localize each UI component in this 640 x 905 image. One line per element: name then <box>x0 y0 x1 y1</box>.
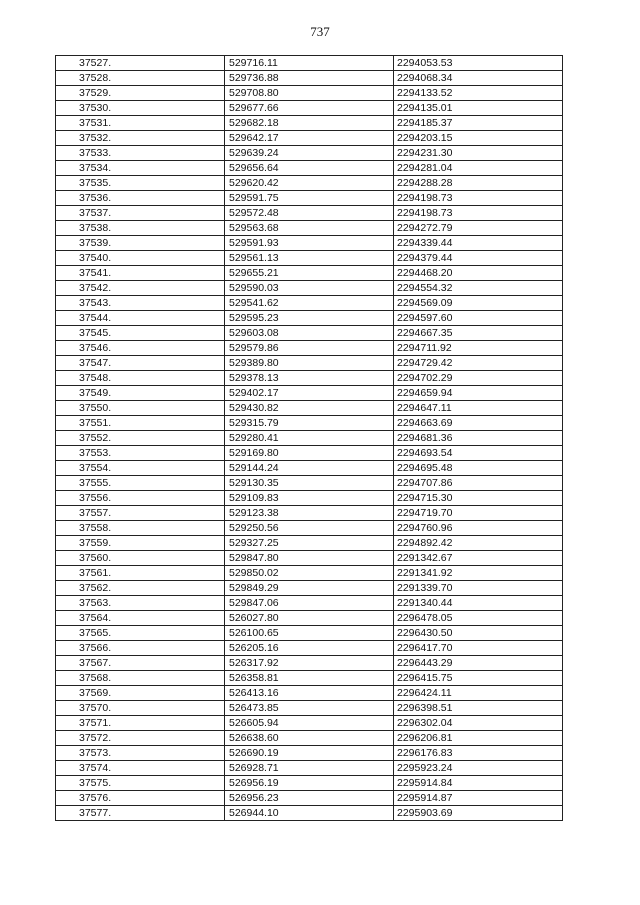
point-id-cell: 37532. <box>56 131 225 146</box>
x-coordinate-cell: 526205.16 <box>225 641 394 656</box>
y-coordinate-cell: 2294468.20 <box>394 266 563 281</box>
y-coordinate-cell: 2294203.15 <box>394 131 563 146</box>
y-coordinate-cell: 2294198.73 <box>394 206 563 221</box>
point-id-cell: 37541. <box>56 266 225 281</box>
x-coordinate-cell: 526605.94 <box>225 716 394 731</box>
y-coordinate-cell: 2294760.96 <box>394 521 563 536</box>
point-id-cell: 37564. <box>56 611 225 626</box>
y-coordinate-cell: 2294379.44 <box>394 251 563 266</box>
table-row <box>56 626 563 641</box>
table-row <box>56 461 563 476</box>
coordinates-table-body <box>56 56 563 821</box>
point-id-cell: 37566. <box>56 641 225 656</box>
table-row <box>56 521 563 536</box>
y-coordinate-cell: 2294715.30 <box>394 491 563 506</box>
y-coordinate-cell: 2296478.05 <box>394 611 563 626</box>
y-coordinate-cell: 2294681.36 <box>394 431 563 446</box>
point-id-cell: 37552. <box>56 431 225 446</box>
x-coordinate-cell: 529250.56 <box>225 521 394 536</box>
table-row <box>56 716 563 731</box>
table-row <box>56 146 563 161</box>
x-coordinate-cell: 529402.17 <box>225 386 394 401</box>
y-coordinate-cell: 2296430.50 <box>394 626 563 641</box>
table-row <box>56 581 563 596</box>
point-id-cell: 37537. <box>56 206 225 221</box>
point-id-cell: 37574. <box>56 761 225 776</box>
x-coordinate-cell: 529130.35 <box>225 476 394 491</box>
table-row <box>56 506 563 521</box>
point-id-cell: 37560. <box>56 551 225 566</box>
point-id-cell: 37548. <box>56 371 225 386</box>
y-coordinate-cell: 2294281.04 <box>394 161 563 176</box>
table-row <box>56 191 563 206</box>
y-coordinate-cell: 2294695.48 <box>394 461 563 476</box>
x-coordinate-cell: 526638.60 <box>225 731 394 746</box>
y-coordinate-cell: 2296398.51 <box>394 701 563 716</box>
x-coordinate-cell: 529541.62 <box>225 296 394 311</box>
y-coordinate-cell: 2296176.83 <box>394 746 563 761</box>
point-id-cell: 37577. <box>56 806 225 821</box>
point-id-cell: 37529. <box>56 86 225 101</box>
point-id-cell: 37551. <box>56 416 225 431</box>
y-coordinate-cell: 2294667.35 <box>394 326 563 341</box>
point-id-cell: 37562. <box>56 581 225 596</box>
table-row <box>56 641 563 656</box>
point-id-cell: 37567. <box>56 656 225 671</box>
table-row <box>56 416 563 431</box>
y-coordinate-cell: 2294185.37 <box>394 116 563 131</box>
x-coordinate-cell: 529561.13 <box>225 251 394 266</box>
x-coordinate-cell: 526956.23 <box>225 791 394 806</box>
x-coordinate-cell: 529572.48 <box>225 206 394 221</box>
point-id-cell: 37573. <box>56 746 225 761</box>
y-coordinate-cell: 2294719.70 <box>394 506 563 521</box>
table-row <box>56 101 563 116</box>
table-row <box>56 701 563 716</box>
table-row <box>56 431 563 446</box>
point-id-cell: 37558. <box>56 521 225 536</box>
x-coordinate-cell: 529716.11 <box>225 56 394 71</box>
x-coordinate-cell: 529847.06 <box>225 596 394 611</box>
table-row <box>56 566 563 581</box>
x-coordinate-cell: 529591.75 <box>225 191 394 206</box>
point-id-cell: 37545. <box>56 326 225 341</box>
y-coordinate-cell: 2294597.60 <box>394 311 563 326</box>
y-coordinate-cell: 2294272.79 <box>394 221 563 236</box>
y-coordinate-cell: 2296302.04 <box>394 716 563 731</box>
x-coordinate-cell: 529603.08 <box>225 326 394 341</box>
y-coordinate-cell: 2294659.94 <box>394 386 563 401</box>
y-coordinate-cell: 2294053.53 <box>394 56 563 71</box>
x-coordinate-cell: 529595.23 <box>225 311 394 326</box>
x-coordinate-cell: 529655.21 <box>225 266 394 281</box>
table-row <box>56 536 563 551</box>
x-coordinate-cell: 529736.88 <box>225 71 394 86</box>
y-coordinate-cell: 2294707.86 <box>394 476 563 491</box>
y-coordinate-cell: 2294135.01 <box>394 101 563 116</box>
x-coordinate-cell: 529620.42 <box>225 176 394 191</box>
page-number: 737 <box>310 24 330 39</box>
x-coordinate-cell: 529315.79 <box>225 416 394 431</box>
table-row <box>56 371 563 386</box>
y-coordinate-cell: 2294663.69 <box>394 416 563 431</box>
table-row <box>56 206 563 221</box>
table-row <box>56 761 563 776</box>
y-coordinate-cell: 2295923.24 <box>394 761 563 776</box>
x-coordinate-cell: 529849.29 <box>225 581 394 596</box>
x-coordinate-cell: 529591.93 <box>225 236 394 251</box>
point-id-cell: 37549. <box>56 386 225 401</box>
y-coordinate-cell: 2294198.73 <box>394 191 563 206</box>
point-id-cell: 37572. <box>56 731 225 746</box>
x-coordinate-cell: 529708.80 <box>225 86 394 101</box>
table-row <box>56 551 563 566</box>
y-coordinate-cell: 2291342.67 <box>394 551 563 566</box>
table-row <box>56 776 563 791</box>
y-coordinate-cell: 2294892.42 <box>394 536 563 551</box>
table-row <box>56 656 563 671</box>
table-row <box>56 476 563 491</box>
table-row <box>56 401 563 416</box>
x-coordinate-cell: 526956.19 <box>225 776 394 791</box>
y-coordinate-cell: 2295914.84 <box>394 776 563 791</box>
y-coordinate-cell: 2294554.32 <box>394 281 563 296</box>
y-coordinate-cell: 2296424.11 <box>394 686 563 701</box>
x-coordinate-cell: 526928.71 <box>225 761 394 776</box>
point-id-cell: 37556. <box>56 491 225 506</box>
x-coordinate-cell: 526944.10 <box>225 806 394 821</box>
table-row <box>56 251 563 266</box>
x-coordinate-cell: 529682.18 <box>225 116 394 131</box>
point-id-cell: 37527. <box>56 56 225 71</box>
table-row <box>56 446 563 461</box>
table-row <box>56 221 563 236</box>
point-id-cell: 37546. <box>56 341 225 356</box>
point-id-cell: 37535. <box>56 176 225 191</box>
x-coordinate-cell: 526473.85 <box>225 701 394 716</box>
x-coordinate-cell: 529563.68 <box>225 221 394 236</box>
point-id-cell: 37540. <box>56 251 225 266</box>
point-id-cell: 37561. <box>56 566 225 581</box>
y-coordinate-cell: 2291340.44 <box>394 596 563 611</box>
y-coordinate-cell: 2295914.87 <box>394 791 563 806</box>
y-coordinate-cell: 2294693.54 <box>394 446 563 461</box>
point-id-cell: 37547. <box>56 356 225 371</box>
y-coordinate-cell: 2294288.28 <box>394 176 563 191</box>
point-id-cell: 37559. <box>56 536 225 551</box>
y-coordinate-cell: 2294729.42 <box>394 356 563 371</box>
table-row <box>56 296 563 311</box>
y-coordinate-cell: 2294711.92 <box>394 341 563 356</box>
x-coordinate-cell: 529677.66 <box>225 101 394 116</box>
table-row <box>56 131 563 146</box>
x-coordinate-cell: 529327.25 <box>225 536 394 551</box>
x-coordinate-cell: 529378.13 <box>225 371 394 386</box>
point-id-cell: 37531. <box>56 116 225 131</box>
table-row <box>56 86 563 101</box>
table-row <box>56 671 563 686</box>
table-row <box>56 311 563 326</box>
x-coordinate-cell: 529656.64 <box>225 161 394 176</box>
x-coordinate-cell: 526027.80 <box>225 611 394 626</box>
point-id-cell: 37563. <box>56 596 225 611</box>
point-id-cell: 37538. <box>56 221 225 236</box>
x-coordinate-cell: 526690.19 <box>225 746 394 761</box>
table-row <box>56 791 563 806</box>
point-id-cell: 37530. <box>56 101 225 116</box>
y-coordinate-cell: 2294702.29 <box>394 371 563 386</box>
table-row <box>56 731 563 746</box>
table-row <box>56 116 563 131</box>
y-coordinate-cell: 2294068.34 <box>394 71 563 86</box>
table-row <box>56 356 563 371</box>
table-row <box>56 56 563 71</box>
table-row <box>56 491 563 506</box>
point-id-cell: 37550. <box>56 401 225 416</box>
point-id-cell: 37536. <box>56 191 225 206</box>
point-id-cell: 37539. <box>56 236 225 251</box>
x-coordinate-cell: 529123.38 <box>225 506 394 521</box>
point-id-cell: 37534. <box>56 161 225 176</box>
x-coordinate-cell: 526100.65 <box>225 626 394 641</box>
point-id-cell: 37571. <box>56 716 225 731</box>
table-row <box>56 596 563 611</box>
y-coordinate-cell: 2294339.44 <box>394 236 563 251</box>
y-coordinate-cell: 2291341.92 <box>394 566 563 581</box>
point-id-cell: 37576. <box>56 791 225 806</box>
point-id-cell: 37554. <box>56 461 225 476</box>
table-row <box>56 746 563 761</box>
y-coordinate-cell: 2296206.81 <box>394 731 563 746</box>
y-coordinate-cell: 2296443.29 <box>394 656 563 671</box>
table-row <box>56 686 563 701</box>
x-coordinate-cell: 529389.80 <box>225 356 394 371</box>
x-coordinate-cell: 529169.80 <box>225 446 394 461</box>
point-id-cell: 37568. <box>56 671 225 686</box>
x-coordinate-cell: 529639.24 <box>225 146 394 161</box>
point-id-cell: 37533. <box>56 146 225 161</box>
x-coordinate-cell: 529109.83 <box>225 491 394 506</box>
point-id-cell: 37575. <box>56 776 225 791</box>
x-coordinate-cell: 529144.24 <box>225 461 394 476</box>
point-id-cell: 37542. <box>56 281 225 296</box>
table-row <box>56 386 563 401</box>
y-coordinate-cell: 2294133.52 <box>394 86 563 101</box>
x-coordinate-cell: 529850.02 <box>225 566 394 581</box>
y-coordinate-cell: 2294231.30 <box>394 146 563 161</box>
x-coordinate-cell: 529590.03 <box>225 281 394 296</box>
point-id-cell: 37543. <box>56 296 225 311</box>
x-coordinate-cell: 526358.81 <box>225 671 394 686</box>
point-id-cell: 37544. <box>56 311 225 326</box>
table-row <box>56 611 563 626</box>
point-id-cell: 37565. <box>56 626 225 641</box>
point-id-cell: 37528. <box>56 71 225 86</box>
y-coordinate-cell: 2296417.70 <box>394 641 563 656</box>
coordinates-table <box>55 55 563 821</box>
y-coordinate-cell: 2295903.69 <box>394 806 563 821</box>
table-row <box>56 161 563 176</box>
table-row <box>56 806 563 821</box>
x-coordinate-cell: 526413.16 <box>225 686 394 701</box>
x-coordinate-cell: 529642.17 <box>225 131 394 146</box>
point-id-cell: 37569. <box>56 686 225 701</box>
y-coordinate-cell: 2294647.11 <box>394 401 563 416</box>
table-row <box>56 341 563 356</box>
x-coordinate-cell: 529430.82 <box>225 401 394 416</box>
point-id-cell: 37553. <box>56 446 225 461</box>
table-row <box>56 71 563 86</box>
point-id-cell: 37570. <box>56 701 225 716</box>
y-coordinate-cell: 2291339.70 <box>394 581 563 596</box>
table-row <box>56 176 563 191</box>
point-id-cell: 37555. <box>56 476 225 491</box>
point-id-cell: 37557. <box>56 506 225 521</box>
x-coordinate-cell: 529847.80 <box>225 551 394 566</box>
y-coordinate-cell: 2296415.75 <box>394 671 563 686</box>
table-row <box>56 266 563 281</box>
x-coordinate-cell: 529579.86 <box>225 341 394 356</box>
y-coordinate-cell: 2294569.09 <box>394 296 563 311</box>
table-row <box>56 236 563 251</box>
table-row <box>56 281 563 296</box>
x-coordinate-cell: 529280.41 <box>225 431 394 446</box>
table-row <box>56 326 563 341</box>
x-coordinate-cell: 526317.92 <box>225 656 394 671</box>
